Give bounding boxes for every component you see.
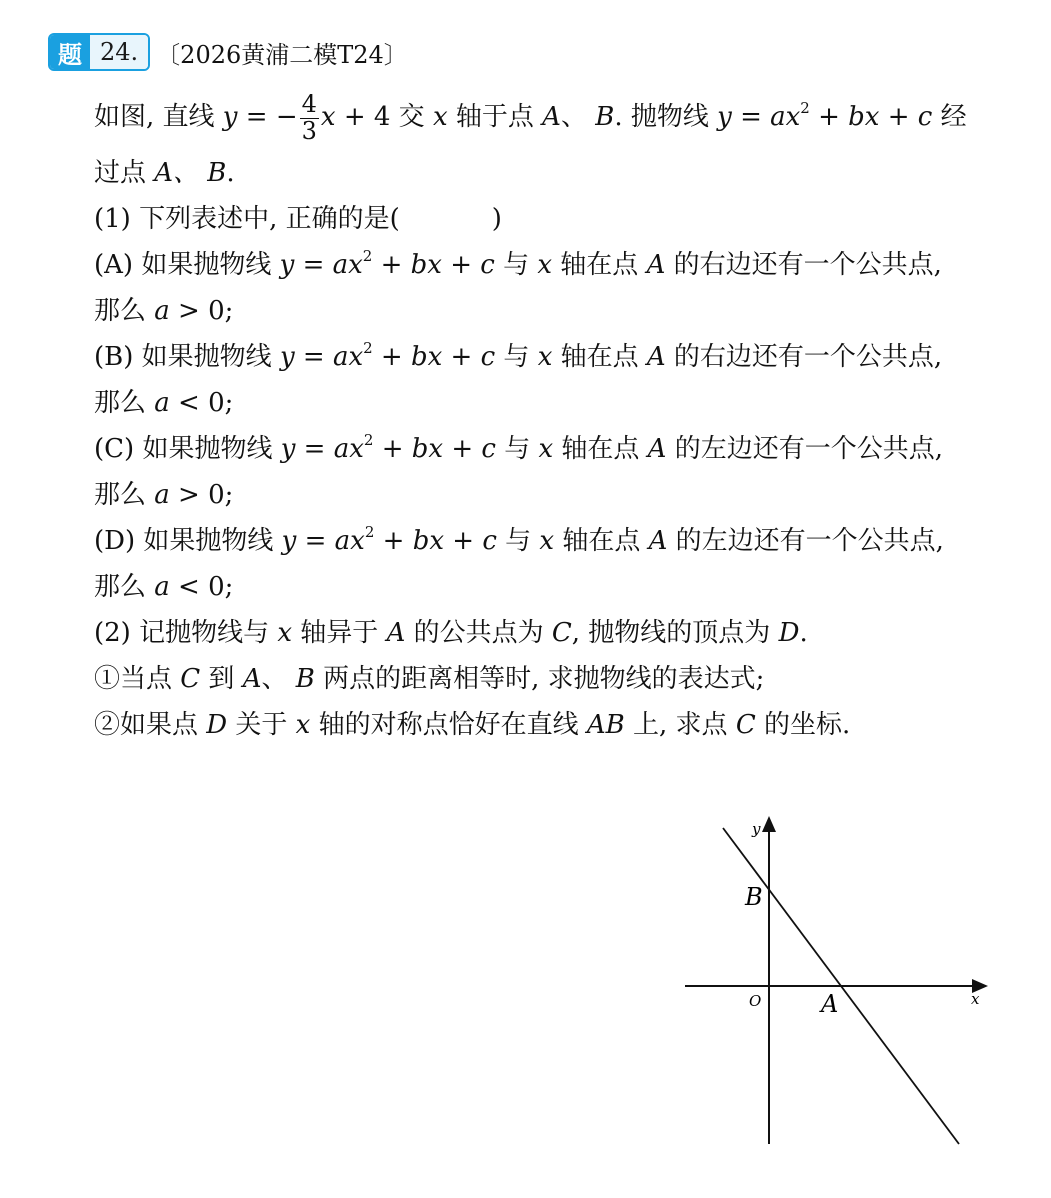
var: A	[646, 250, 666, 280]
var: x	[539, 526, 555, 556]
text: 两点的距离相等时, 求抛物线的表达式;	[314, 664, 765, 694]
origin-label: O	[749, 992, 762, 1010]
text: 关于	[227, 710, 296, 740]
option-text: 与	[495, 342, 538, 372]
var: a	[154, 388, 170, 418]
coordinate-figure	[675, 812, 1005, 1152]
option-label[interactable]: (C)	[94, 434, 135, 464]
option-c-line-2	[94, 472, 1024, 518]
option-relation: < 0;	[169, 388, 234, 418]
var: B	[295, 664, 315, 694]
var: C	[180, 664, 201, 694]
text: 上, 求点	[624, 710, 736, 740]
option-text: 的左边还有一个公共点,	[667, 526, 944, 556]
math-expr: + bx + c	[374, 526, 497, 556]
math-expr: + bx + c	[809, 102, 933, 132]
option-label[interactable]: (B)	[94, 342, 134, 372]
var: x	[537, 342, 553, 372]
var: C	[551, 618, 572, 648]
option-d-line-1	[94, 518, 1024, 564]
text: 轴异于	[292, 618, 387, 648]
problem-badge: 题	[50, 35, 90, 69]
var: x	[320, 102, 336, 132]
var: x	[538, 434, 554, 464]
option-text: 那么	[94, 572, 155, 602]
part1-prompt	[94, 196, 1024, 242]
y-axis-arrow	[762, 816, 776, 832]
option-list	[94, 242, 1024, 610]
math-expr: + bx + c	[372, 250, 495, 280]
option-text: 如果抛物线	[133, 250, 280, 280]
option-text: 如果抛物线	[135, 526, 282, 556]
math-expr: y = ax	[280, 434, 364, 464]
var: D	[206, 710, 228, 740]
math-op: + 4	[335, 102, 391, 132]
math-expr: y = ax	[281, 526, 365, 556]
problem-tag	[48, 33, 150, 71]
exponent: 2	[362, 247, 373, 265]
var: A	[648, 526, 668, 556]
option-a-line-2	[94, 288, 1024, 334]
text: (2) 记抛物线与	[94, 618, 278, 648]
var: A	[242, 664, 262, 694]
stem-text: 交	[390, 102, 433, 132]
option-relation: < 0;	[169, 572, 234, 602]
stem-text: 如图, 直线	[94, 102, 223, 132]
var: x	[432, 102, 448, 132]
math-expr: + bx + c	[373, 434, 496, 464]
var: a	[154, 296, 170, 326]
var: D	[778, 618, 800, 648]
stem-text: 抛物线	[622, 102, 718, 132]
option-a-line-1	[94, 242, 1024, 288]
stem-text: 经	[932, 102, 967, 132]
fraction	[300, 92, 319, 143]
option-text: 轴在点	[554, 526, 649, 556]
option-text: 如果抛物线	[134, 434, 281, 464]
text: 到	[200, 664, 243, 694]
var: AB	[586, 710, 625, 740]
text: ②如果点	[94, 710, 207, 740]
option-text: 与	[496, 526, 540, 556]
problem-source: 〔2026黄浦二模T24〕	[156, 40, 408, 69]
exponent: 2	[363, 339, 373, 357]
text: 的坐标.	[755, 710, 851, 740]
var: A	[542, 102, 561, 132]
exponent: 2	[364, 523, 375, 541]
var: x	[295, 710, 311, 740]
stem-text: 轴于点	[447, 102, 543, 132]
var: x	[277, 618, 293, 648]
option-text: 的左边还有一个公共点,	[666, 434, 943, 464]
option-b-line-2	[94, 380, 1024, 426]
option-text: 轴在点	[552, 342, 647, 372]
option-text: 轴在点	[553, 434, 648, 464]
option-text: 那么	[94, 296, 155, 326]
prompt-text: (1) 下列表述中, 正确的是(	[94, 204, 400, 234]
math-expr: y = ax	[717, 102, 801, 132]
math-op: = −	[237, 102, 298, 132]
text: 、	[261, 664, 288, 694]
point-A-label: A	[821, 990, 839, 1018]
option-text: 如果抛物线	[133, 342, 280, 372]
fraction-denominator: 3	[301, 116, 317, 145]
option-text: 那么	[94, 388, 155, 418]
math-expr: A、 B	[154, 158, 227, 188]
part2-question-1	[94, 656, 1024, 702]
var: a	[154, 480, 170, 510]
problem-header	[48, 34, 408, 70]
text: 轴的对称点恰好在直线	[310, 710, 587, 740]
point-B-label: B	[745, 883, 763, 911]
option-b-line-1	[94, 334, 1024, 380]
var: x	[537, 250, 553, 280]
fraction-numerator: 4	[301, 90, 317, 119]
x-axis-label: x	[971, 990, 980, 1008]
stem-text: 、	[560, 102, 587, 132]
text: , 抛物线的顶点为	[571, 618, 779, 648]
option-text: 与	[495, 434, 539, 464]
problem-number: 24.	[90, 35, 148, 69]
var: C	[735, 710, 756, 740]
option-text: 的右边还有一个公共点,	[665, 342, 943, 372]
option-text: 轴在点	[552, 250, 647, 280]
exponent: 2	[363, 431, 374, 449]
text: ①当点	[94, 664, 181, 694]
option-c-line-1	[94, 426, 1024, 472]
stem-line-1	[94, 84, 1024, 150]
text: 的公共点为	[405, 618, 552, 648]
math-expr: + bx + c	[372, 342, 496, 372]
stem-text: 过点	[94, 158, 155, 188]
stem-line-2	[94, 150, 1024, 196]
option-text: 那么	[94, 480, 155, 510]
option-text: 的右边还有一个公共点,	[665, 250, 942, 280]
var: y	[222, 102, 238, 132]
math-expr: y = ax	[279, 250, 363, 280]
option-label[interactable]: (A)	[94, 250, 134, 280]
var: A	[647, 434, 667, 464]
option-d-line-2	[94, 564, 1024, 610]
stem-text: .	[614, 102, 623, 132]
part2-question-2	[94, 702, 1024, 748]
y-axis-label: y	[752, 820, 761, 838]
math-expr: y = ax	[279, 342, 364, 372]
prompt-text: )	[491, 204, 502, 234]
text: .	[799, 618, 808, 648]
var: a	[154, 572, 170, 602]
var: A	[646, 342, 666, 372]
problem-body	[94, 84, 1024, 748]
option-relation: > 0;	[169, 296, 234, 326]
option-relation: > 0;	[169, 480, 234, 510]
exponent: 2	[800, 99, 810, 117]
var: A	[386, 618, 406, 648]
option-label[interactable]: (D)	[94, 526, 136, 556]
option-text: 与	[494, 250, 538, 280]
stem-text: .	[226, 158, 235, 188]
part2-intro	[94, 610, 1024, 656]
var: B	[595, 102, 615, 132]
